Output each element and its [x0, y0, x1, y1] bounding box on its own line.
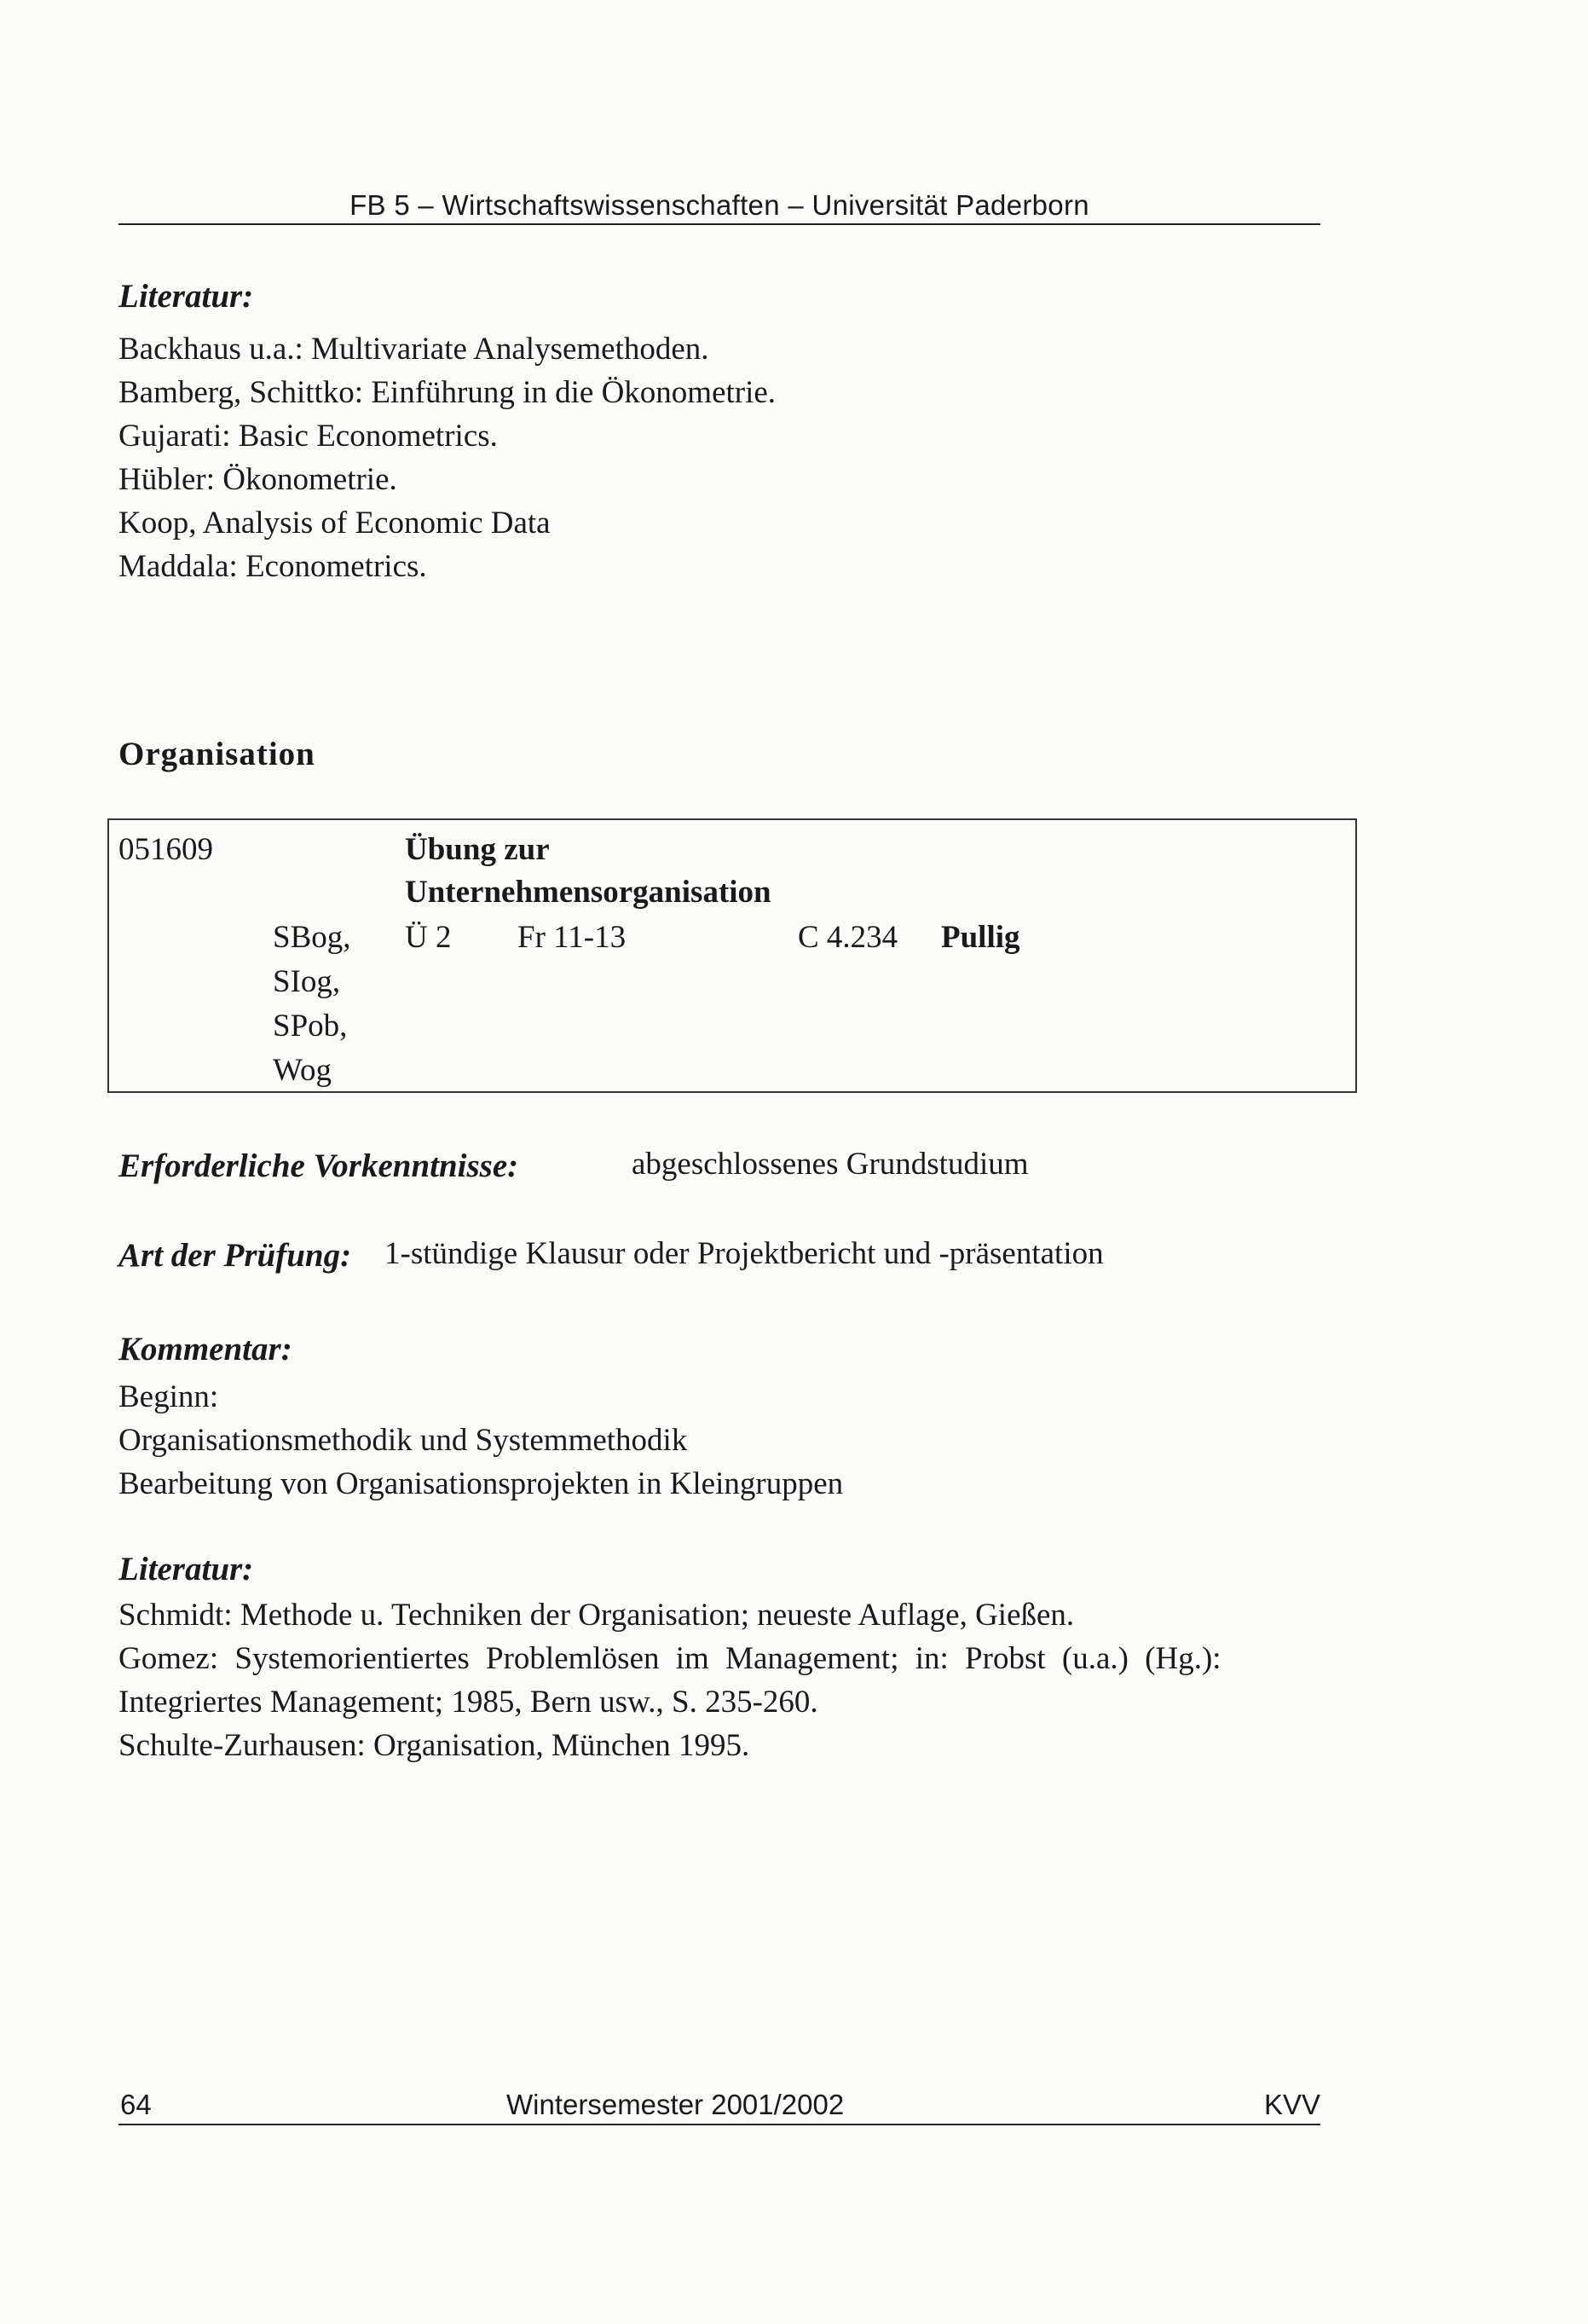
literature-item: Koop, Analysis of Economic Data	[118, 506, 551, 541]
literature-list	[118, 327, 776, 588]
literature-list	[118, 1593, 1320, 1767]
exam-label: Art der Prüfung:	[118, 1237, 352, 1274]
literature-item: Hübler: Ökonometrie.	[118, 462, 397, 497]
prerequisites-value: abgeschlossenes Grundstudium	[632, 1147, 1029, 1182]
course-program: SIog,	[273, 964, 341, 999]
literature-item: Integriertes Management; 1985, Bern usw., S. 235-260.	[118, 1685, 818, 1720]
literature-item: Backhaus u.a.: Multivariate Analysemethoden.	[118, 332, 709, 367]
literature-item: Schulte-Zurhausen: Organisation, München 1995.	[118, 1728, 750, 1763]
course-lecturer: Pullig	[941, 920, 1020, 955]
course-type: Ü 2	[405, 920, 452, 955]
course-time: Fr 11-13	[517, 920, 627, 955]
course-room: C 4.234	[798, 920, 898, 955]
course-number: 051609	[118, 832, 213, 867]
literature-item: Gujarati: Basic Econometrics.	[118, 419, 498, 454]
literature-item: Maddala: Econometrics.	[118, 549, 427, 584]
literature-item: Gomez: Systemorientiertes Problemlösen im Management; in: Probst (u.a.) (Hg.):	[118, 1641, 1221, 1676]
literature-heading: Literatur:	[118, 1551, 254, 1587]
page-number: 64	[120, 2089, 152, 2120]
course-program: SBog,	[273, 920, 351, 955]
exam-value: 1-stündige Klausur oder Projektbericht und -präsentation	[384, 1236, 1104, 1271]
footer-rule	[118, 2124, 1320, 2125]
course-title-line2: Unternehmensorganisation	[405, 875, 771, 910]
literature-heading: Literatur:	[118, 278, 254, 315]
section-title: Organisation	[118, 736, 315, 772]
comment-body	[118, 1375, 843, 1506]
course-program: SPob,	[273, 1009, 348, 1043]
literature-item: Bamberg, Schittko: Einführung in die Ökonometrie.	[118, 375, 777, 410]
comment-heading: Kommentar:	[118, 1331, 292, 1367]
comment-line: Beginn:	[118, 1379, 219, 1414]
comment-line: Bearbeitung von Organisationsprojekten in Kleingruppen	[118, 1466, 844, 1501]
course-program: Wog	[273, 1053, 332, 1088]
course-title-line1: Übung zur	[405, 832, 550, 867]
comment-line: Organisationsmethodik und Systemmethodik	[118, 1423, 688, 1458]
catalog-code: KVV	[1264, 2089, 1321, 2120]
prerequisites-label: Erforderliche Vorkenntnisse:	[118, 1148, 519, 1184]
page-header: FB 5 – Wirtschaftswissenschaften – Universität Paderborn	[349, 189, 1089, 221]
header-rule	[118, 223, 1320, 225]
semester-label: Wintersemester 2001/2002	[506, 2089, 845, 2120]
literature-item: Schmidt: Methode u. Techniken der Organisation; neueste Auflage, Gießen.	[118, 1598, 1075, 1633]
